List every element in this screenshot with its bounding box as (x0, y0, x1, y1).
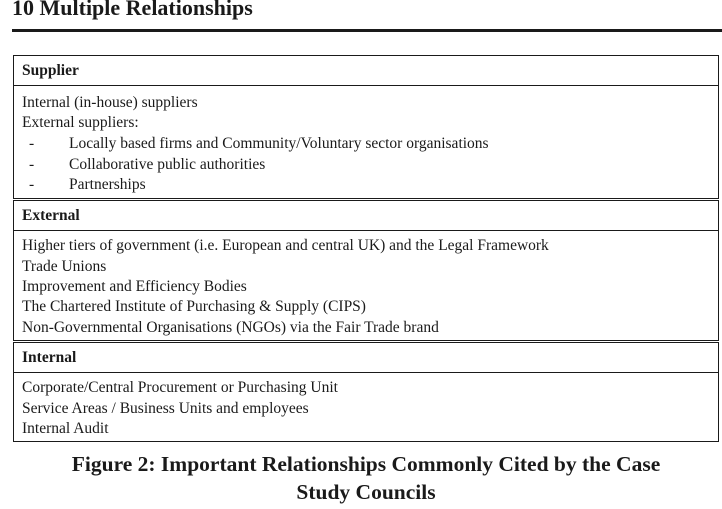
supplier-header-row (14, 56, 719, 86)
dash-marker: - (29, 176, 35, 194)
external-header-row (14, 200, 719, 231)
relationships-table (13, 55, 719, 442)
list-item: Internal (in-house) suppliers (22, 94, 198, 111)
sub-list-item (22, 175, 710, 196)
external-header: External (14, 200, 719, 231)
dash-marker: - (29, 134, 35, 152)
internal-items-row (14, 373, 719, 442)
supplier-items-row (14, 86, 719, 200)
list-item: Service Areas / Business Units and employees (22, 399, 309, 417)
sub-list-item-text: Collaborative public authorities (69, 155, 266, 173)
list-item: Improvement and Efficiency Bodies (22, 278, 247, 296)
list-item: The Chartered Institute of Purchasing & Supply (CIPS) (22, 298, 366, 316)
external-items-row (14, 231, 719, 342)
sub-list-item-text: Partnerships (69, 176, 146, 194)
sub-list-item (22, 155, 710, 176)
figure-caption (0, 450, 722, 506)
list-item: Non-Governmental Organisations (NGOs) via the Fair Trade brand (22, 318, 439, 336)
section-heading: 10 Multiple Relationships (12, 0, 253, 20)
figure-caption-line: Study Councils (296, 480, 436, 504)
list-item: External suppliers: (22, 114, 139, 132)
list-item: Internal Audit (22, 420, 109, 438)
list-item: Trade Unions (22, 257, 107, 275)
heading-divider (12, 29, 722, 32)
sub-list-item-text: Locally based firms and Community/Voluntary sector organisations (69, 134, 489, 152)
supplier-header: Supplier (14, 56, 719, 86)
figure-caption-line: Figure 2: Important Relationships Commonly Cited by the Case (71, 452, 661, 476)
internal-header-row (14, 342, 719, 373)
dash-marker: - (29, 155, 35, 173)
sub-list-item (22, 134, 710, 155)
list-item: Corporate/Central Procurement or Purchasing Unit (22, 379, 338, 397)
internal-header: Internal (14, 342, 719, 373)
list-item: Higher tiers of government (i.e. European and central UK) and the Legal Framework (22, 237, 549, 255)
